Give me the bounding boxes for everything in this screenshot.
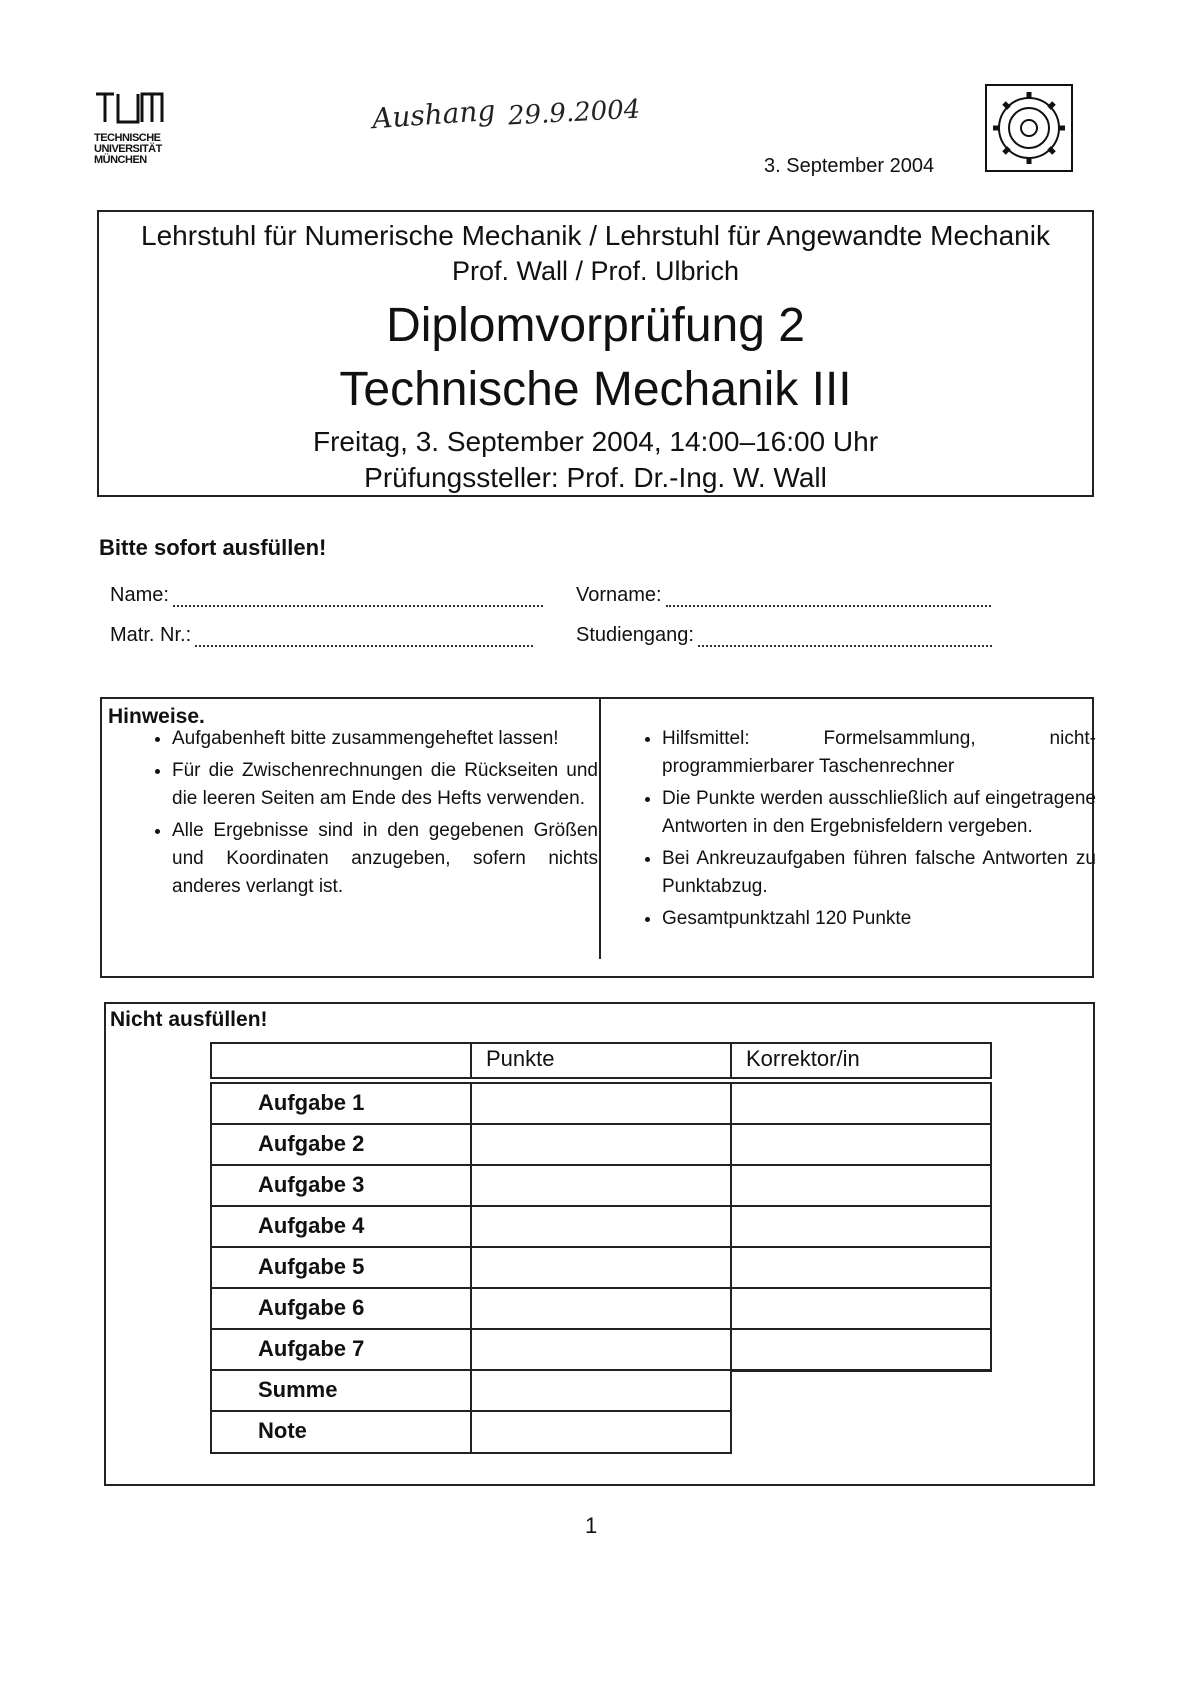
document-date: 3. September 2004 xyxy=(764,155,935,177)
row-separator xyxy=(210,1205,992,1207)
gear-seal-icon xyxy=(987,86,1071,170)
handwritten-note: Aushang xyxy=(370,93,497,136)
note-item: • Aufgabenheft bitte zusammengeheftet lassen! xyxy=(172,725,598,753)
tum-logo-icon xyxy=(94,92,164,124)
page-number: 1 xyxy=(585,1513,598,1538)
row-aufgabe-4: Aufgabe 4 xyxy=(258,1213,365,1238)
note-item: • Gesamtpunktzahl 120 Punkte xyxy=(662,905,1096,933)
row-summe: Summe xyxy=(258,1377,338,1402)
examiner: Prüfungssteller: Prof. Dr.-Ing. W. Wall xyxy=(364,462,827,493)
chair-name: Lehrstuhl für Numerische Mechanik / Lehrstuhl für Angewandte Mechanik xyxy=(141,220,1050,251)
note-item: • Alle Ergebnisse sind in den gegebenen Größen und Koordinaten anzugeben, sofern nichts anderes verlangt ist. xyxy=(172,817,598,901)
fill-in-heading: Bitte sofort ausfüllen! xyxy=(99,535,327,560)
matr-line[interactable] xyxy=(195,631,533,647)
row-aufgabe-2: Aufgabe 2 xyxy=(258,1131,365,1156)
title-box xyxy=(97,210,1094,497)
professors: Prof. Wall / Prof. Ulbrich xyxy=(451,256,740,286)
logo-line-2: UNIVERSITÄT xyxy=(94,143,162,155)
exam-datetime: Freitag, 3. September 2004, 14:00–16:00 Uhr xyxy=(312,426,879,457)
logo-line-3: MÜNCHEN xyxy=(94,154,147,166)
row-separator xyxy=(210,1164,992,1166)
studiengang-field[interactable] xyxy=(576,624,1016,647)
studiengang-label: Studiengang: xyxy=(576,624,694,646)
row-aufgabe-6: Aufgabe 6 xyxy=(258,1295,365,1320)
name-label: Name: xyxy=(110,584,169,606)
notes-box xyxy=(100,697,1094,978)
handwritten-date: 29.9.2004 xyxy=(507,94,642,132)
row-separator xyxy=(210,1410,732,1412)
notes-heading: Hinweise. xyxy=(108,705,205,728)
grading-heading: Nicht ausfüllen! xyxy=(110,1008,268,1031)
note-item: • Hilfsmittel: Formelsammlung, nicht-programmierbarer Taschenrechner xyxy=(662,725,1096,781)
logo-line-1: TECHNISCHE xyxy=(94,132,161,144)
row-separator xyxy=(210,1287,992,1289)
row-separator xyxy=(210,1328,992,1330)
vorname-label: Vorname: xyxy=(576,584,662,606)
header-blank-cell xyxy=(210,1042,472,1079)
name-field[interactable] xyxy=(110,584,550,607)
col-punkte-label: Punkte xyxy=(486,1046,555,1071)
matr-label: Matr. Nr.: xyxy=(110,624,192,646)
col-korrektor-label: Korrektor/in xyxy=(746,1046,860,1071)
grading-box xyxy=(104,1002,1095,1486)
row-aufgabe-3: Aufgabe 3 xyxy=(258,1172,365,1197)
vorname-field[interactable] xyxy=(576,584,1016,607)
tum-logo xyxy=(94,92,174,182)
notes-right-list xyxy=(636,725,1096,937)
exam-subtitle: Technische Mechanik III xyxy=(339,363,852,416)
row-note: Note xyxy=(258,1418,307,1443)
studiengang-line[interactable] xyxy=(698,631,992,647)
row-aufgabe-1: Aufgabe 1 xyxy=(258,1090,365,1115)
exam-title: Diplomvorprüfung 2 xyxy=(386,299,805,352)
note-item: • Die Punkte werden ausschließlich auf eingetragene Antworten in den Ergebnisfeldern vergeben. xyxy=(662,785,1096,841)
row-separator xyxy=(210,1369,992,1371)
matr-field[interactable] xyxy=(110,624,550,647)
logo-text xyxy=(94,133,174,166)
seal xyxy=(985,84,1073,172)
vorname-line[interactable] xyxy=(666,591,991,607)
note-item: • Bei Ankreuzaufgaben führen falsche Antworten zu Punktabzug. xyxy=(662,845,1096,901)
name-line[interactable] xyxy=(173,591,543,607)
row-separator xyxy=(210,1123,992,1125)
row-aufgabe-7: Aufgabe 7 xyxy=(258,1336,365,1361)
note-item: • Für die Zwischenrechnungen die Rückseiten und die leeren Seiten am Ende des Hefts verwenden. xyxy=(172,757,598,813)
punkte-column xyxy=(470,1082,732,1454)
row-aufgabe-5: Aufgabe 5 xyxy=(258,1254,365,1279)
notes-left-list xyxy=(146,725,598,905)
row-separator xyxy=(210,1246,992,1248)
notes-divider xyxy=(599,699,601,959)
